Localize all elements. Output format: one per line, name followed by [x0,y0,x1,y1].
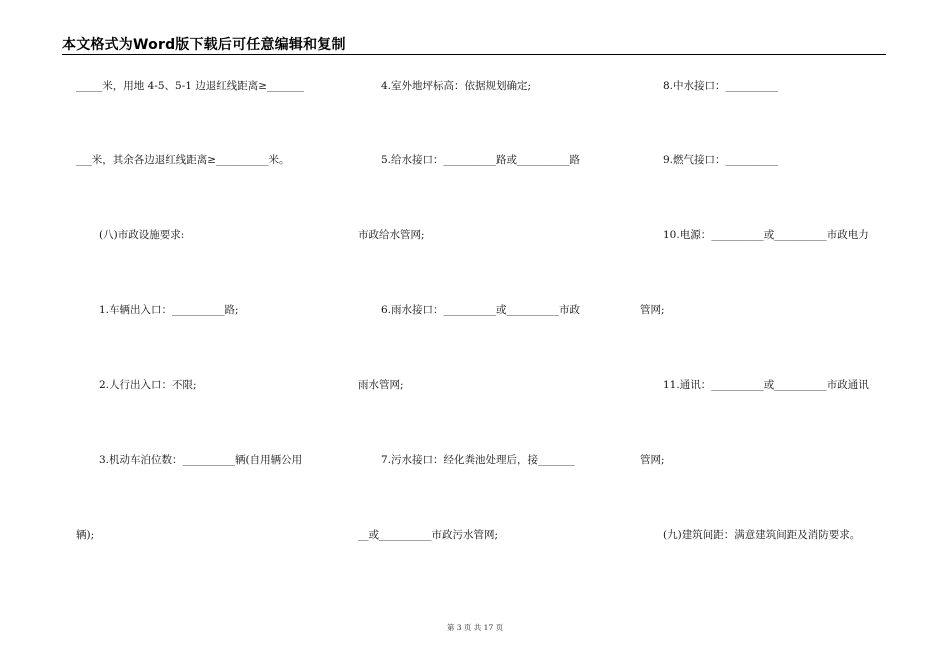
col3-line-2: 9.燃气接口：__________ [663,154,779,166]
col1-line-1: _____米，用地 4-5、5-1 边退红线距离≥_______ [76,80,304,92]
col2-line-1: 4.室外地坪标高：依据规划确定; [381,80,532,92]
col1-line-6: 3.机动车泊位数：__________辆(自用辆公用 [99,454,303,466]
col2-line-7: __或__________市政污水管网; [358,529,499,541]
col1-line-4: 1.车辆出入口：__________路; [99,304,239,316]
col1-line-5: 2.人行出入口：不限; [99,379,197,391]
col2-line-2: 5.给水接口：__________路或__________路 [381,154,581,166]
col3-line-4: 管网; [640,304,665,316]
page-number-footer: 第 3 页 共 17 页 [446,623,504,632]
col1-line-2: ___米，其余各边退红线距离≥__________米。 [76,154,290,166]
col2-line-3: 市政给水管网; [358,229,425,241]
col3-line-7: (九)建筑间距：满意建筑间距及消防要求。 [663,529,861,541]
col2-line-4: 6.雨水接口：__________或__________市政 [381,304,581,316]
document-header-title: 本文格式为Word版下载后可任意编辑和复制 [62,37,346,53]
col3-line-5: 11.通讯：__________或__________市政通讯 [663,379,869,391]
col3-line-1: 8.中水接口：__________ [663,80,779,92]
col1-line-7: 辆); [76,529,95,541]
col3-line-3: 10.电源：__________或__________市政电力 [663,229,869,241]
col2-line-5: 雨水管网; [358,379,404,391]
header-rule [62,54,886,55]
col3-line-6: 管网; [640,454,665,466]
col2-line-6: 7.污水接口：经化粪池处理后，接_______ [381,454,575,466]
col1-line-3: (八)市政设施要求: [99,229,185,241]
